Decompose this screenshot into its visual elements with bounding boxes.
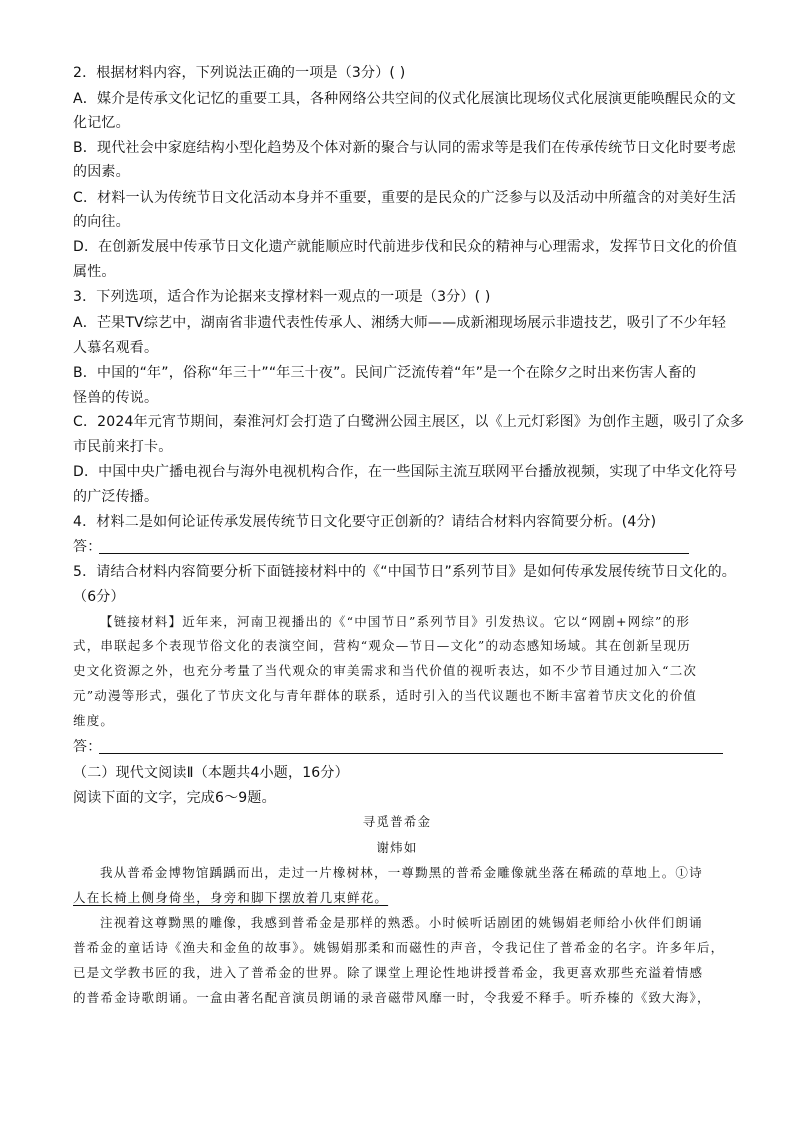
question-3-option-a-cont: 人慕名观看。 bbox=[73, 340, 159, 356]
question-4-stem: 4．材料二是如何论证传承发展传统节日文化要守正创新的？请结合材料内容简要分析。(4分) bbox=[73, 514, 657, 530]
article-title: 寻觅普希金 bbox=[362, 814, 432, 829]
article-author: 谢炜如 bbox=[376, 840, 418, 855]
question-3-option-b-cont: 怪兽的传说。 bbox=[73, 390, 159, 406]
link-material-line-2: 式，串联起多个表现节俗文化的表演空间，营构“观众—节日—文化”的动态感知场域。其在创新呈现历 bbox=[73, 638, 691, 653]
question-2-stem: 2．根据材料内容，下列说法正确的一项是（3分）( ) bbox=[73, 65, 406, 81]
article-paragraph-2-line-2: 普希金的童话诗《渔夫和金鱼的故事》。姚锡娟那柔和而磁性的声音，令我记住了普希金的名字。许多年后， bbox=[73, 940, 725, 955]
question-2-option-a-cont: 化记忆。 bbox=[73, 115, 130, 131]
question-4-answer-line[interactable] bbox=[99, 553, 689, 554]
link-material-line-3: 史文化资源之外，也充分考量了当代观众的审美需求和当代价值的视听表达，如不少节目通过加入“二次 bbox=[73, 663, 698, 678]
article-paragraph-1-line-2: 人在长椅上侧身倚坐，身旁和脚下摆放着几束鲜花。 bbox=[73, 890, 389, 905]
question-2-option-b-cont: 的因素。 bbox=[73, 164, 130, 180]
question-3-stem: 3．下列选项，适合作为论据来支撑材料一观点的一项是（3分）( ) bbox=[73, 289, 491, 305]
question-3-option-c-cont: 市民前来打卡。 bbox=[73, 439, 173, 455]
article-paragraph-2-line-1: 注视着这尊黝黑的雕像，我感到普希金是那样的熟悉。小时候听话剧团的姚锡娟老师给小伙伴们朗诵 bbox=[100, 915, 703, 930]
section-2-instruction: 阅读下面的文字，完成6～9题。 bbox=[73, 790, 276, 806]
question-3-option-d-cont: 的广泛传播。 bbox=[73, 489, 159, 505]
question-5-stem-cont: （6分） bbox=[73, 589, 125, 605]
article-paragraph-2-line-3: 已是文学教书匠的我，进入了普希金的世界。除了课堂上理论性地讲授普希金，我更喜欢那些充溢着情感 bbox=[73, 965, 704, 980]
article-paragraph-1-line-1: 我从普希金博物馆踽踽而出，走过一片橡树林，一尊黝黑的普希金雕像就坐落在稀疏的草地上。①诗 bbox=[100, 865, 703, 880]
section-2-heading: （二）现代文阅读Ⅱ（本题共4小题，16分） bbox=[73, 765, 349, 781]
question-5-answer-line[interactable] bbox=[99, 753, 723, 754]
question-2-option-b: B．现代社会中家庭结构小型化趋势及个体对新的聚合与认同的需求等是我们在传承传统节日文化时要考虑 bbox=[73, 140, 737, 156]
question-3-option-a: A．芒果TV综艺中，湖南省非遗代表性传承人、湘绣大师——成新湘现场展示非遗技艺，吸引了不少年轻 bbox=[73, 315, 727, 331]
question-2-option-c: C．材料一认为传统节日文化活动本身并不重要，重要的是民众的广泛参与以及活动中所蕴含的对美好生活 bbox=[73, 190, 737, 206]
question-2-option-a: A．媒介是传承文化记忆的重要工具，各种网络公共空间的仪式化展演比现场仪式化展演更能唤醒民众的文 bbox=[73, 91, 736, 107]
question-2-option-d-cont: 属性。 bbox=[73, 264, 116, 280]
question-5-answer-label: 答： bbox=[73, 739, 102, 755]
question-3-option-b: B．中国的“年”，俗称“年三十”“年三十夜”。民间广泛流传着“年”是一个在除夕之时出来伤害人畜的 bbox=[73, 365, 697, 381]
question-2-option-d: D．在创新发展中传承节日文化遗产就能顺应时代前进步伐和民众的精神与心理需求，发挥节日文化的价值 bbox=[73, 239, 738, 255]
question-3-option-c: C．2024年元宵节期间，秦淮河灯会打造了白鹭洲公园主展区，以《上元灯彩图》为创作主题，吸引了众多 bbox=[73, 414, 745, 430]
article-paragraph-2-line-4: 的普希金诗歌朗诵。一盒由著名配音演员朗诵的录音磁带风靡一时，令我爱不释手。听乔榛的《致大海》， bbox=[73, 990, 711, 1005]
link-material-line-1: 【链接材料】近年来，河南卫视播出的《“中国节日”系列节目》引发热议。它以“网剧+网综”的形 bbox=[100, 614, 691, 629]
question-3-option-d: D．中国中央广播电视台与海外电视机构合作，在一些国际主流互联网平台播放视频，实现了中华文化符号 bbox=[73, 464, 738, 480]
link-material-line-4: 元”动漫等形式，强化了节庆文化与青年群体的联系，适时引入的当代议题也不断丰富着节庆文化的价值 bbox=[73, 688, 698, 703]
question-2-option-c-cont: 的向往。 bbox=[73, 214, 130, 230]
link-material-line-5: 维度。 bbox=[73, 713, 115, 728]
question-4-answer-label: 答： bbox=[73, 539, 102, 555]
question-5-stem: 5．请结合材料内容简要分析下面链接材料中的《“中国节日”系列节目》是如何传承发展传统节日文化的。 bbox=[73, 564, 737, 580]
